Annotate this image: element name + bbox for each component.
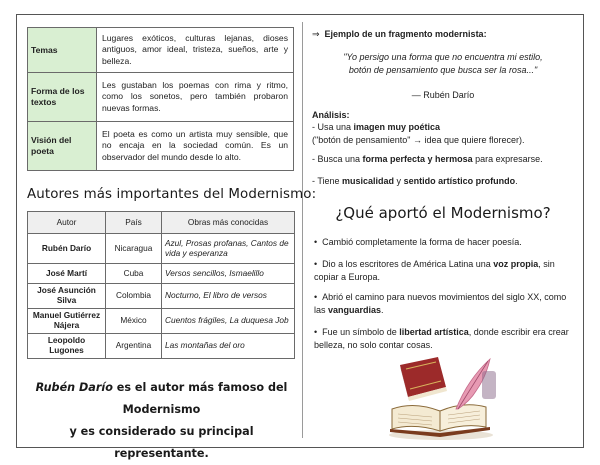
closing-author-name: Rubén Darío <box>35 381 113 394</box>
author-works: Versos sencillos, Ismaelillo <box>162 264 295 284</box>
analysis-bold: musicalidad <box>342 176 395 186</box>
table-row <box>28 28 294 73</box>
author-country: Nicaragua <box>106 234 162 264</box>
table-row <box>28 234 295 264</box>
arrow-icon: ⇒ <box>312 29 320 39</box>
quote-author: — Rubén Darío <box>411 90 475 100</box>
analysis-item <box>312 153 580 166</box>
list-item-text: , sin copiar a Europa. <box>314 259 555 283</box>
author-works: Las montañas del oro <box>162 334 295 359</box>
column-header-author: Autor <box>28 212 106 234</box>
author-country: México <box>106 309 162 334</box>
quote-line: botón de pensamiento que busca ser la rosa..." <box>348 65 538 76</box>
analysis-item <box>312 121 580 147</box>
row-text: Lugares exóticos, culturas lejanas, dioses antiguos, amor ideal, tristeza, sueños, arte y belleza. <box>97 28 294 73</box>
list-item-text: Abrió el camino para nuevos movimientos del siglo XX, como las <box>314 292 567 316</box>
analysis-text: ("botón de pensamiento" → idea que quiere florecer). <box>312 135 525 146</box>
analysis-text: . <box>515 176 518 186</box>
analysis-text: - Tiene <box>312 176 343 186</box>
bullet-icon: • <box>314 292 318 302</box>
row-header: Visión del poeta <box>28 122 97 171</box>
characteristics-table <box>27 27 294 171</box>
analysis-item <box>312 175 580 188</box>
analysis-bold: forma perfecta y hermosa <box>362 154 473 164</box>
red-book-icon <box>400 357 447 401</box>
column-header-country: País <box>106 212 162 234</box>
list-item-bold: voz propia <box>493 259 539 269</box>
author-name: Manuel Gutiérrez Nájera <box>28 309 106 334</box>
author-works: Nocturno, El libro de versos <box>162 284 295 309</box>
author-name: José Asunción Silva <box>28 284 106 309</box>
author-country: Cuba <box>106 264 162 284</box>
table-row <box>28 309 295 334</box>
analysis-bold: imagen muy poética <box>353 122 441 132</box>
list-item <box>314 291 576 317</box>
list-item <box>314 326 576 352</box>
author-country: Colombia <box>106 284 162 309</box>
author-name: Rubén Darío <box>28 234 106 264</box>
row-header: Forma de los textos <box>28 73 97 122</box>
authors-table <box>27 211 295 359</box>
analysis-text: y <box>394 176 404 186</box>
example-title <box>312 28 487 41</box>
author-works: Cuentos frágiles, La duquesa Job <box>162 309 295 334</box>
list-item-text: Cambió completamente la forma de hacer poesía. <box>322 237 522 247</box>
list-item <box>314 258 576 284</box>
list-item-text: Dio a los escritores de América Latina una <box>322 259 494 269</box>
analysis-text: para expresarse. <box>472 154 543 164</box>
poem-quote <box>312 51 574 77</box>
analysis-title: Análisis: <box>312 110 350 120</box>
list-item-text: . <box>381 305 384 316</box>
row-text: El poeta es como un artista muy sensible, que no encaja en la sociedad común. Es un observador del mundo desde lo alto. <box>97 122 294 171</box>
quote-line: "Yo persigo una forma que no encuentra mi estilo, <box>343 52 543 62</box>
column-header-works: Obras más conocidas <box>162 212 295 234</box>
bullet-icon: • <box>314 237 318 247</box>
table-row <box>28 264 295 284</box>
bullet-icon: • <box>314 259 318 269</box>
analysis-bold: sentido artístico profundo <box>403 176 516 186</box>
list-item-bold: libertad artística <box>399 327 469 337</box>
list-item-text: Fue un símbolo de <box>322 327 400 337</box>
analysis-text: - Busca una <box>312 154 363 164</box>
example-title-text: Ejemplo de un fragmento modernista: <box>324 29 487 39</box>
list-item-bold: vanguardias <box>328 305 382 316</box>
author-name: José Martí <box>28 264 106 284</box>
books-quill-illustration <box>386 351 500 441</box>
row-header: Temas <box>28 28 97 73</box>
list-item <box>314 236 576 249</box>
row-text: Les gustaban los poemas con rima y ritmo, como los sonetos, pero también probaron nuevas formas. <box>97 73 294 122</box>
authors-header-row <box>28 212 295 234</box>
authors-heading: Autores más importantes del Modernismo: <box>27 187 317 202</box>
table-row <box>28 284 295 309</box>
contribution-title: ¿Qué aportó el Modernismo? <box>335 204 551 222</box>
bullet-icon: • <box>314 327 318 337</box>
table-row <box>28 73 294 122</box>
list-item-text: , donde escribir era crear belleza, no solo contar cosas. <box>314 327 569 351</box>
author-works: Azul, Prosas profanas, Cantos de vida y esperanza <box>162 234 295 264</box>
analysis-text: - Usa una <box>312 122 354 132</box>
closing-line1: es el autor más famoso del Modernismo <box>112 381 288 416</box>
closing-line2: y es considerado su principal representante. <box>69 425 254 460</box>
table-row <box>28 122 294 171</box>
author-country: Argentina <box>106 334 162 359</box>
quill-icon <box>456 359 496 409</box>
table-row <box>28 334 295 359</box>
closing-statement <box>25 377 298 465</box>
column-divider <box>302 22 303 438</box>
author-name: Leopoldo Lugones <box>28 334 106 359</box>
